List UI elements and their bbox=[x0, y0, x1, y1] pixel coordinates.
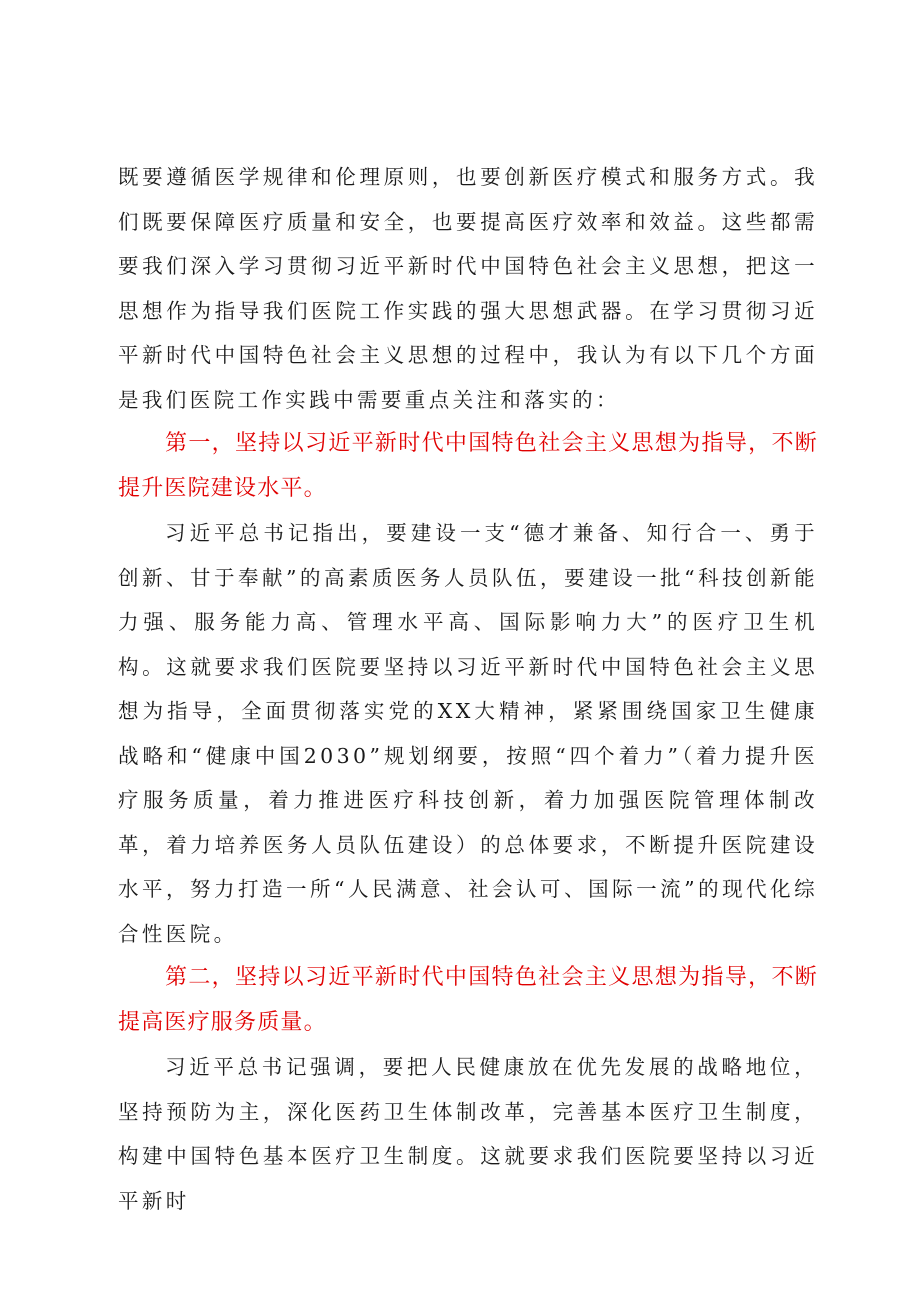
section-heading-second: 第二，坚持以习近平新时代中国特色社会主义思想为指导，不断提高医疗服务质量。 bbox=[118, 965, 818, 1035]
section-heading-first: 第一，坚持以习近平新时代中国特色社会主义思想为指导，不断提升医院建设水平。 bbox=[118, 431, 818, 501]
body-paragraph-intro: 既要遵循医学规律和伦理原则，也要创新医疗模式和服务方式。我们既要保障医疗质量和安全，也要提高医疗效率和效益。这些都需要我们深入学习贯彻习近平新时代中国特色社会主义思想，把这一思想作为指导我们医院工作实践的强大思想武器。在学习贯彻习近平新时代中国特色社会主义思想的过程中，我认为有以下几个方面是我们医院工作实践中需要重点关注和落实的： bbox=[118, 165, 818, 412]
document-body bbox=[118, 155, 818, 1223]
body-paragraph-second-section: 习近平总书记强调，要把人民健康放在优先发展的战略地位，坚持预防为主，深化医药卫生体制改革，完善基本医疗卫生制度，构建中国特色基本医疗卫生制度。这就要求我们医院要坚持以习近平新时 bbox=[118, 1055, 818, 1213]
body-paragraph-first-section: 习近平总书记指出，要建设一支“德才兼备、知行合一、勇于创新、甘于奉献”的高素质医务人员队伍，要建设一批“科技创新能力强、服务能力高、管理水平高、国际影响力大”的医疗卫生机构。这就要求我们医院要坚持以习近平新时代中国特色社会主义思想为指导，全面贯彻落实党的XX大精神，紧紧围绕国家卫生健康战略和“健康中国2030”规划纲要，按照“四个着力”（着力提升医疗服务质量，着力推进医疗科技创新，着力加强医院管理体制改革，着力培养医务人员队伍建设）的总体要求，不断提升医院建设水平，努力打造一所“人民满意、社会认可、国际一流”的现代化综合性医院。 bbox=[118, 521, 818, 946]
